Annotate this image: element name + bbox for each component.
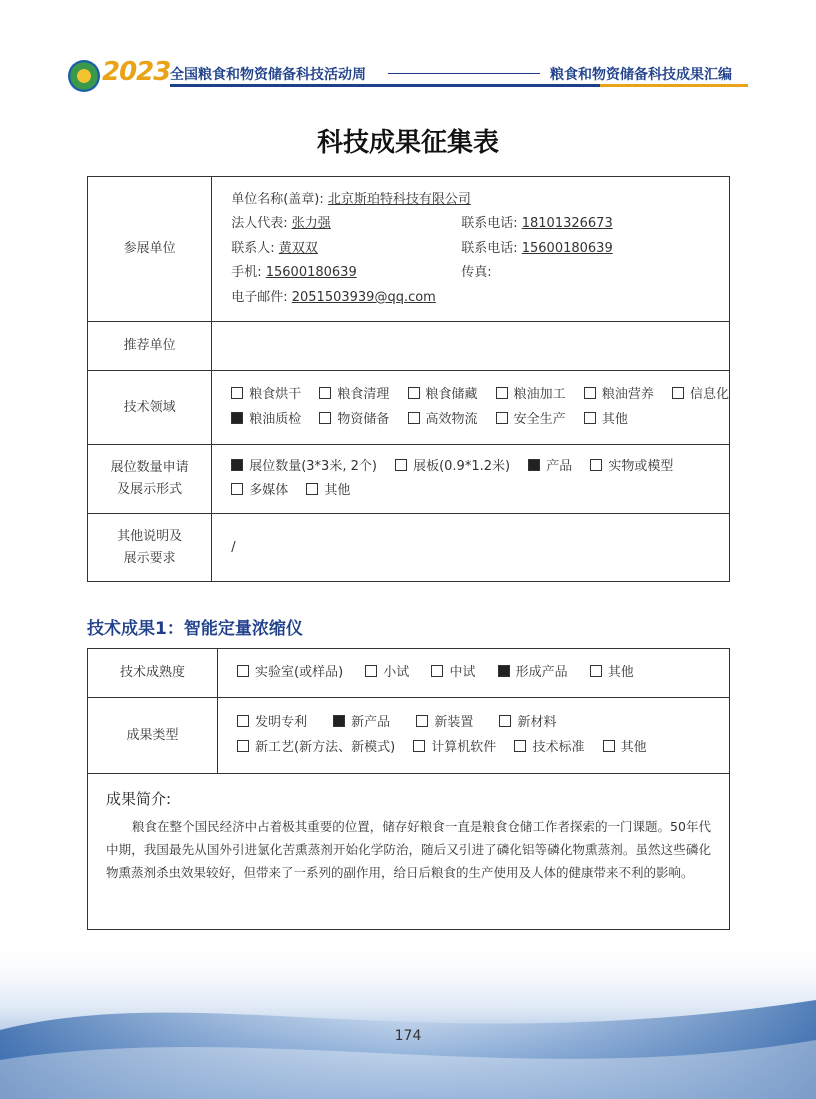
checkbox-label: 粮食储藏 [425, 387, 478, 402]
checkbox-label: 多媒体 [249, 483, 289, 498]
achievement-form-table [87, 648, 730, 930]
recommender-value [212, 322, 730, 371]
header-year: 2023 [102, 57, 171, 87]
recommender-row [88, 322, 730, 371]
checkbox-option[interactable] [237, 736, 395, 761]
header-left-title: 全国粮食和物资储备科技活动周 [170, 67, 366, 83]
maturity-options [218, 649, 730, 698]
checkbox-icon [528, 459, 540, 471]
booth-options [212, 445, 730, 514]
checkbox-icon [590, 665, 602, 677]
checkbox-option[interactable] [496, 408, 566, 433]
unit-name-value: 北京斯珀特科技有限公司 [327, 191, 471, 207]
header-bar-gold [600, 84, 748, 87]
result-type-row [88, 698, 730, 774]
checkbox-label: 计算机软件 [431, 739, 497, 755]
document-title: 科技成果征集表 [316, 128, 499, 158]
checkbox-icon [590, 459, 602, 471]
checkbox-option[interactable] [499, 711, 556, 736]
exhibitor-row [88, 177, 730, 322]
checkbox-label: 新材料 [517, 715, 557, 730]
intro-title: 成果简介: [106, 790, 172, 808]
checkbox-label: 其他 [607, 664, 634, 680]
checkbox-label: 其他 [324, 483, 351, 498]
checkbox-option[interactable] [498, 661, 568, 686]
booth-label-line1: 展位数量申请 [110, 460, 189, 475]
checkbox-icon [408, 387, 420, 399]
checkbox-label: 新装置 [434, 715, 474, 730]
header-divider [388, 73, 540, 74]
checkbox-option[interactable] [514, 736, 584, 761]
booth-label-line2: 及展示形式 [117, 482, 183, 497]
checkbox-option[interactable] [416, 711, 473, 736]
checkbox-option[interactable] [496, 383, 566, 408]
footer-wave-decoration [0, 940, 816, 1099]
checkbox-label: 形成产品 [515, 664, 568, 680]
checkbox-label: 产品 [546, 458, 573, 474]
intro-body: 粮食在整个国民经济中占着极其重要的位置，储存好粮食一直是粮食仓储工作者探索的一门课题。50年代中期，我国最先从国外引进氯化苦熏蒸剂开始化学防治，随后又引进了磷化铝等磷化物熏蒸剂。虽然这些磷化物熏蒸剂杀虫效果较好，但带来了一系列的副作用，给日后粮食的生产使用及人体的健康带来不利的影响。 [106, 819, 711, 880]
checkbox-label: 粮油质检 [249, 411, 302, 427]
checkbox-label: 粮油营养 [601, 387, 654, 402]
checkbox-label: 其他 [620, 739, 647, 755]
checkbox-option[interactable] [413, 736, 496, 761]
checkbox-icon [319, 387, 331, 399]
checkbox-icon [365, 665, 377, 677]
result-type-label: 成果类型 [88, 698, 218, 774]
checkbox-icon [319, 412, 331, 424]
checkbox-option[interactable] [319, 383, 389, 408]
checkbox-label: 粮油加工 [513, 387, 566, 402]
checkbox-icon [306, 483, 318, 495]
checkbox-option[interactable] [231, 455, 377, 480]
checkbox-option[interactable] [590, 455, 673, 480]
checkbox-option[interactable] [603, 736, 647, 761]
checkbox-option[interactable] [408, 383, 478, 408]
legal-rep-value: 张力强 [291, 216, 331, 232]
phone2-label: 联系电话: [461, 240, 518, 256]
email-label: 电子邮件: [231, 289, 288, 305]
fax-label: 传真: [461, 265, 492, 281]
checkbox-icon [498, 665, 510, 677]
checkbox-label: 粮食清理 [337, 387, 390, 402]
page-number: 174 [394, 1028, 422, 1044]
checkbox-option[interactable] [365, 661, 409, 686]
intro-cell [88, 774, 730, 930]
checkbox-label: 技术标准 [532, 739, 585, 755]
emblem-logo [68, 60, 100, 92]
checkbox-label: 新工艺(新方法、新模式) [255, 739, 396, 755]
checkbox-option[interactable] [231, 408, 301, 433]
checkbox-option[interactable] [237, 661, 343, 686]
checkbox-icon [603, 740, 615, 752]
checkbox-label: 实验室(或样品) [255, 664, 344, 680]
mobile-label: 手机: [231, 265, 262, 281]
tech-field-row [88, 371, 730, 445]
checkbox-option[interactable] [431, 661, 475, 686]
checkbox-option[interactable] [237, 711, 307, 736]
checkbox-icon [584, 387, 596, 399]
checkbox-label: 粮食烘干 [249, 387, 302, 402]
legal-rep-label: 法人代表: [231, 216, 288, 232]
checkbox-label: 高效物流 [425, 411, 478, 427]
checkbox-option[interactable] [672, 383, 729, 408]
checkbox-icon [408, 412, 420, 424]
result-type-options [218, 698, 730, 774]
contact-label: 联系人: [231, 240, 275, 256]
checkbox-icon [413, 740, 425, 752]
booth-label [88, 445, 212, 514]
checkbox-label: 中试 [449, 664, 476, 680]
section-title: 技术成果1：智能定量浓缩仪 [87, 619, 303, 639]
checkbox-option[interactable] [590, 661, 634, 686]
exhibitor-form-table [87, 176, 730, 582]
checkbox-icon [431, 665, 443, 677]
header-right-title: 粮食和物资储备科技成果汇编 [550, 67, 732, 83]
phone1-label: 联系电话: [461, 216, 518, 232]
other-value: / [212, 514, 730, 582]
contact-value: 黄双双 [278, 240, 318, 256]
checkbox-icon [231, 412, 243, 424]
checkbox-icon [333, 715, 345, 727]
checkbox-icon [231, 387, 243, 399]
checkbox-label: 发明专利 [255, 715, 308, 730]
checkbox-icon [237, 715, 249, 727]
checkbox-option[interactable] [231, 479, 288, 504]
checkbox-icon [672, 387, 684, 399]
checkbox-icon [496, 387, 508, 399]
exhibitor-details [212, 177, 730, 322]
checkbox-option[interactable] [306, 479, 350, 504]
checkbox-option[interactable] [395, 455, 510, 480]
other-label [88, 514, 212, 582]
checkbox-label: 其他 [601, 411, 628, 427]
other-label-line1: 其他说明及 [117, 528, 183, 544]
mobile-value: 15600180639 [265, 265, 357, 281]
header-bar-blue [170, 84, 600, 87]
checkbox-icon [514, 740, 526, 752]
checkbox-icon [584, 412, 596, 424]
checkbox-option[interactable] [319, 408, 389, 433]
checkbox-label: 展位数量(3*3米, 2个) [249, 458, 377, 474]
checkbox-option[interactable] [584, 408, 628, 433]
checkbox-icon [416, 715, 428, 727]
checkbox-label: 展板(0.9*1.2米) [413, 458, 511, 474]
checkbox-label: 信息化 [689, 387, 729, 402]
checkbox-icon [395, 459, 407, 471]
other-label-line2: 展示要求 [123, 550, 176, 566]
maturity-label: 技术成熟度 [88, 649, 218, 698]
tech-field-label: 技术领域 [88, 371, 212, 445]
checkbox-label: 实物或模型 [608, 458, 674, 474]
checkbox-icon [496, 412, 508, 424]
checkbox-icon [237, 665, 249, 677]
exhibitor-label: 参展单位 [88, 177, 212, 322]
booth-row [88, 445, 730, 514]
maturity-row [88, 649, 730, 698]
phone2-value: 15600180639 [521, 240, 613, 256]
recommender-label: 推荐单位 [88, 322, 212, 371]
checkbox-label: 物资储备 [337, 411, 390, 427]
checkbox-icon [237, 740, 249, 752]
checkbox-option[interactable] [584, 383, 654, 408]
checkbox-label: 安全生产 [513, 411, 566, 427]
page-header [0, 0, 816, 100]
checkbox-option[interactable] [333, 711, 390, 736]
tech-field-options [212, 371, 730, 445]
checkbox-option[interactable] [231, 383, 301, 408]
intro-row [88, 774, 730, 930]
email-value: 2051503939@qq.com [291, 289, 436, 305]
checkbox-icon [231, 483, 243, 495]
checkbox-label: 小试 [383, 664, 410, 680]
unit-name-label: 单位名称(盖章): [231, 191, 324, 207]
checkbox-option[interactable] [528, 455, 572, 480]
checkbox-icon [231, 459, 243, 471]
checkbox-icon [499, 715, 511, 727]
checkbox-option[interactable] [408, 408, 478, 433]
checkbox-label: 新产品 [351, 715, 391, 730]
phone1-value: 18101326673 [521, 216, 613, 232]
other-row [88, 514, 730, 582]
